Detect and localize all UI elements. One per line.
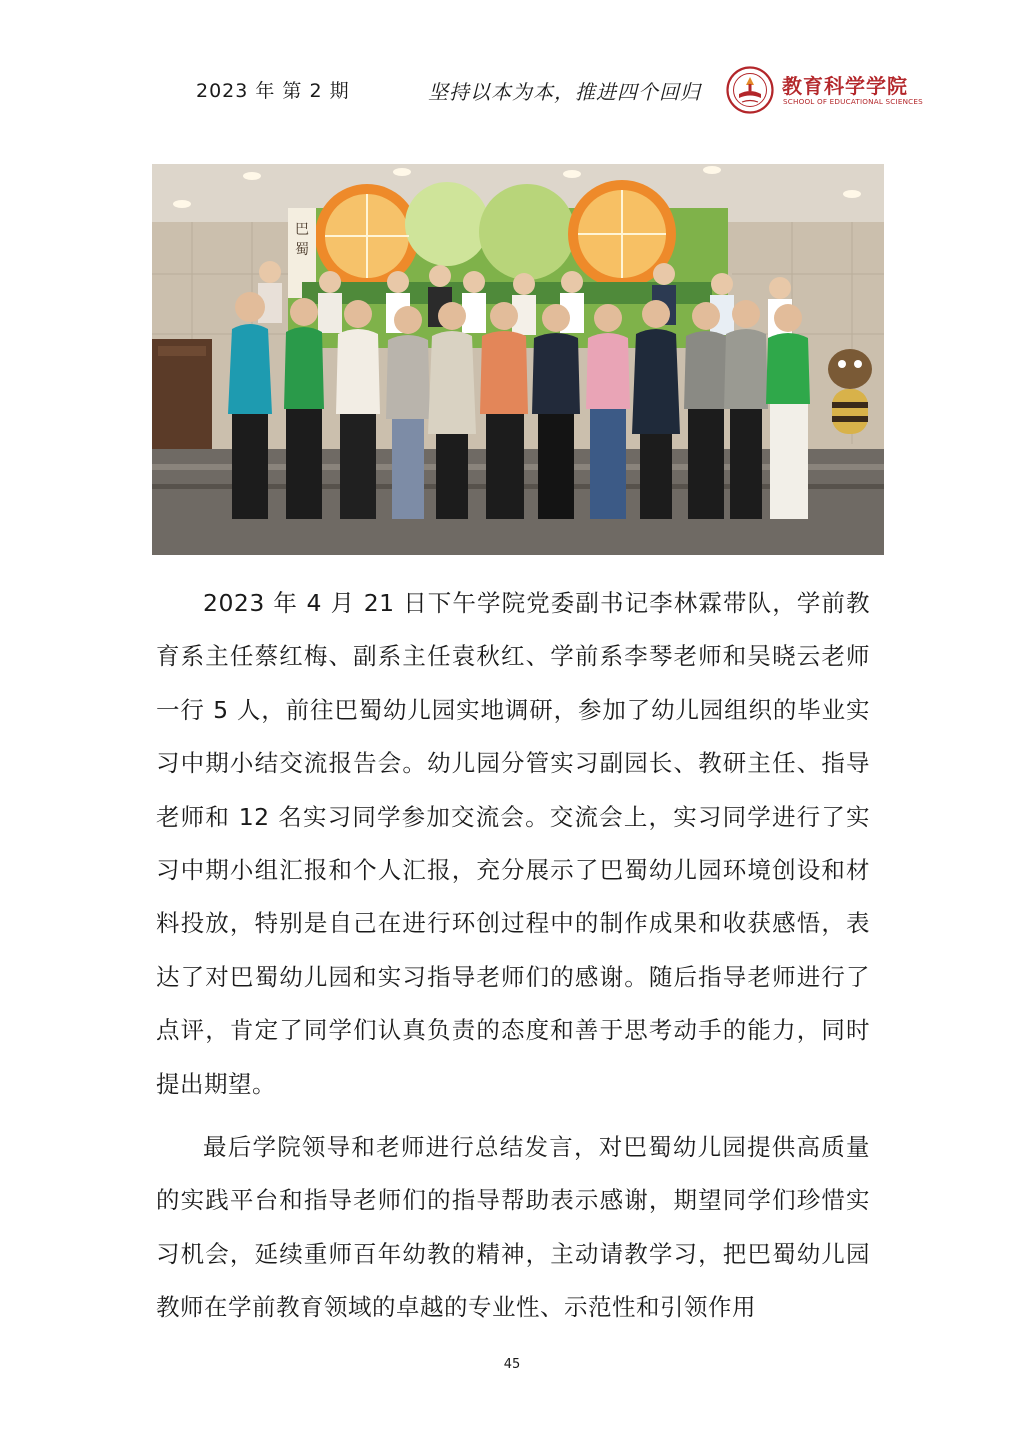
school-name-english: SCHOOL OF EDUCATIONAL SCIENCES bbox=[783, 97, 923, 106]
school-logo bbox=[726, 66, 923, 114]
group-photo-illustration bbox=[152, 164, 884, 555]
group-photo bbox=[152, 164, 884, 555]
article-paragraph: 最后学院领导和老师进行总结发言，对巴蜀幼儿园提供高质量的实践平台和指导老师们的指导帮助表示感谢，期望同学们珍惜实习机会，延续重师百年幼教的精神，主动请教学习，把巴蜀幼儿园教师在学前教育领域的卓越的专业性、示范性和引领作用 bbox=[156, 1133, 870, 1322]
school-seal-icon bbox=[726, 66, 774, 114]
motto-label: 坚持以本为本，推进四个回归 bbox=[428, 80, 701, 104]
page-number: 45 bbox=[503, 1357, 521, 1372]
article-body bbox=[156, 577, 870, 1335]
banner-char: 蜀 bbox=[295, 242, 309, 258]
issue-label: 2023 年 第 2 期 bbox=[196, 80, 350, 102]
school-name: 教育科学学院 bbox=[782, 74, 908, 98]
article-paragraph: 2023 年 4 月 21 日下午学院党委副书记李林霖带队，学前教育系主任蔡红梅、副系主任袁秋红、学前系李琴老师和吴晓云老师一行 5 人，前往巴蜀幼儿园实地调研，参加了幼儿园组织的毕业实习中期小结交流报告会。幼儿园分管实习副园长、教研主任、指导老师和 12 名实习同学参加交流会。交流会上，实习同学进行了实习中期小组汇报和个人汇报，充分展示了巴蜀幼儿园环境创设和材料投放，特别是自己在进行环创过程中的制作成果和收获感悟，表达了对巴蜀幼儿园和实习指导老师们的感谢。随后指导老师进行了点评，肯定了同学们认真负责的态度和善于思考动手的能力，同时提出期望。 bbox=[156, 589, 870, 1098]
banner-char: 巴 bbox=[295, 222, 309, 238]
